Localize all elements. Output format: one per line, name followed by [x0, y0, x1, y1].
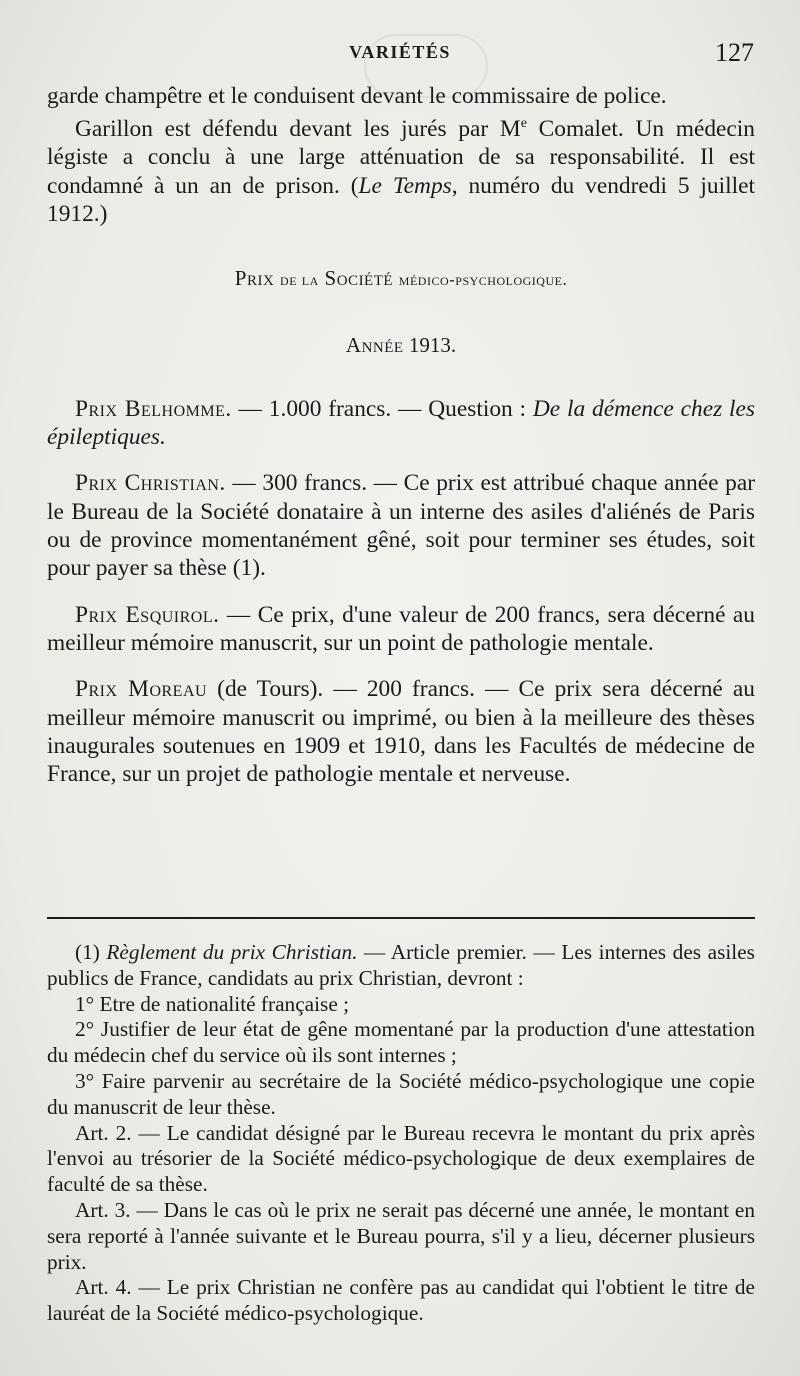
- paragraph-police: garde champêtre et le conduisent devant le commissaire de police.: [47, 83, 667, 109]
- regulation-item: 2° Justifier de leur état de gêne momentané par la production d'une attestation du médecin chef du service où ils sont internes ;: [47, 1017, 755, 1068]
- footnote-rule: [47, 917, 755, 919]
- prize-name: Prix Esquirol.: [75, 601, 220, 628]
- regulation-article: Art. 3. — Dans le cas où le prix ne serait pas décerné une année, le montant en sera reporté à l'année suivante et le Bureau pourra, s'il y a lieu, décerner plusieurs prix.: [47, 1197, 755, 1274]
- main-text: [47, 82, 755, 788]
- heading-word: Société: [324, 266, 394, 291]
- regulation-article: Art. 4. — Le prix Christian ne confère pas au candidat qui l'obtient le titre de lauréat de la Société médico-psychologique.: [47, 1275, 755, 1326]
- year-label: Année: [345, 332, 404, 357]
- text-run: (de Tours). — 200 francs. — Ce prix sera décerné au meilleur mémoire manuscrit ou imprimé, ou bien à la meilleure des thèses inaugurales soutenues en 1909 et 1910, dans les Facultés de médecine de France, sur un projet de pathologie mentale et nerveuse.: [47, 676, 755, 788]
- running-head: [46, 38, 754, 74]
- prix-christian: [47, 469, 755, 582]
- heading-word: de la: [280, 270, 319, 290]
- paragraph-garillon: [47, 110, 755, 228]
- text-run: , numéro du vendredi 5 juillet 1912.): [47, 172, 756, 227]
- section-heading: [47, 264, 755, 294]
- regulation-title: Règlement du prix Christian.: [106, 940, 358, 964]
- footnote-marker: (1): [75, 940, 107, 964]
- prix-moreau: [47, 675, 755, 788]
- year-value: 1913.: [408, 332, 457, 357]
- text-run: Garillon est défendu devant les jurés par M: [75, 116, 521, 143]
- footnotes: [47, 940, 755, 1327]
- heading-word: Prix: [234, 266, 275, 291]
- question-title: De la démence chez les épileptiques.: [47, 395, 756, 451]
- footnote-1: [47, 940, 755, 992]
- text-run: — 1.000 francs. — Question :: [231, 395, 533, 422]
- prix-belhomme: [47, 395, 755, 452]
- heading-word: médico-psychologique.: [398, 270, 568, 290]
- prize-name: Prix Moreau: [75, 676, 208, 703]
- text-run: Comalet. Un médecin légiste a conclu à une large atténuation de sa responsabilité. Il est condamné à un an de prison. (: [47, 116, 755, 199]
- running-title: VARIÉTÉS: [349, 42, 451, 62]
- prix-esquirol: [47, 601, 755, 658]
- year-heading: [47, 331, 755, 359]
- regulation-article: Art. 2. — Le candidat désigné par le Bureau recevra le montant du prix après l'envoi au trésorier de la Société médico-psychologique de deux exemplaires de faculté de sa thèse.: [47, 1120, 755, 1197]
- text-run: — Ce prix, d'une valeur de 200 francs, sera décerné au meilleur mémoire manuscrit, sur un point de pathologie mentale.: [47, 601, 755, 656]
- text-run: — Article premier. — Les internes des asiles publics de France, candidats au prix Christian, devront :: [47, 940, 755, 990]
- prize-name: Prix Belhomme.: [75, 395, 232, 422]
- prize-name: Prix Christian.: [75, 470, 226, 497]
- page-number: 127: [715, 38, 754, 67]
- text-run: — 300 francs. — Ce prix est attribué chaque année par le Bureau de la Société donataire à un interne des asiles d'aliénés de Paris ou de province momentanément gêné, soit pour terminer ses études, soit pour payer sa thèse (1).: [47, 470, 755, 582]
- newspaper-title: Le Temps: [358, 172, 452, 199]
- regulation-item: 3° Faire parvenir au secrétaire de la Société médico-psychologique une copie du manuscrit de leur thèse.: [47, 1068, 755, 1119]
- regulation-item: 1° Etre de nationalité française ;: [75, 991, 350, 1016]
- superscript: e: [520, 116, 527, 132]
